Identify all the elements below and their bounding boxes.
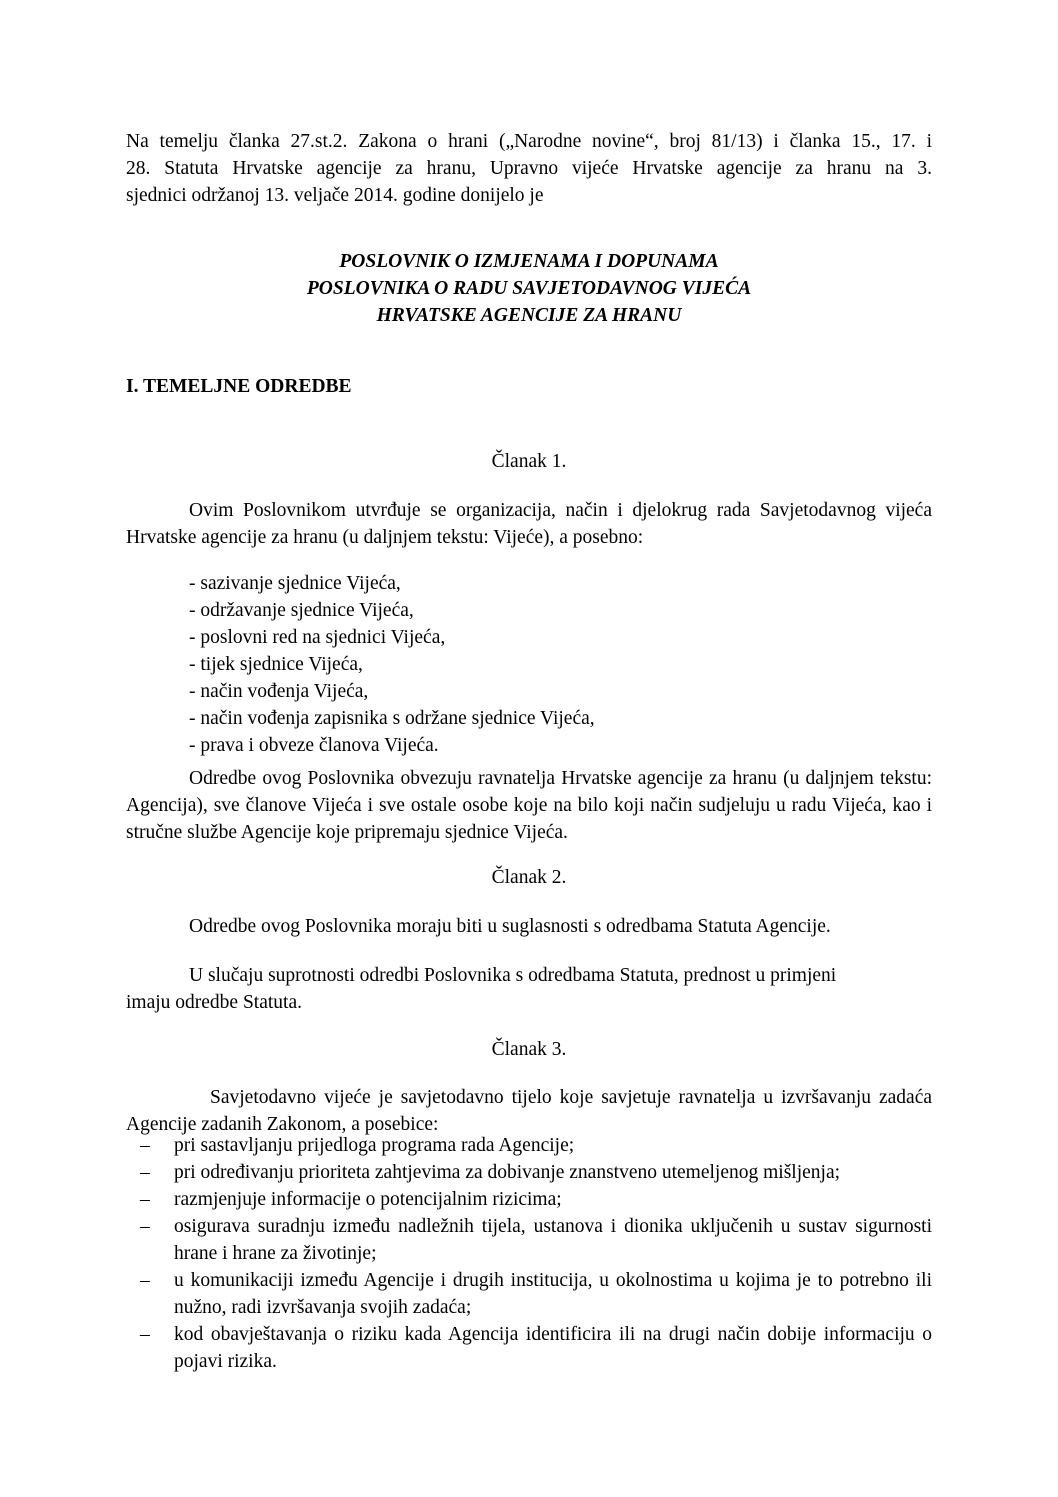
intro-line: sjednici održanoj 13. veljače 2014. godine donijelo je: [126, 185, 544, 206]
list-item: [140, 1132, 932, 1159]
dash-bullet: –: [140, 1189, 150, 1210]
dash-bullet: –: [140, 1324, 150, 1345]
article-heading: Članak 2.: [491, 867, 567, 888]
list-item: [140, 1186, 932, 1213]
title-line: POSLOVNIK O IZMJENAMA I DOPUNAMA: [339, 251, 719, 272]
article2-paragraph-2: [126, 962, 932, 1016]
list-item: - poslovni red na sjednici Vijeća,: [189, 627, 446, 648]
list-item-text: pri sastavljanju prijedloga programa rada Agencije;: [174, 1135, 575, 1156]
title-line: POSLOVNIKA O RADU SAVJETODAVNOG VIJEĆA: [306, 278, 752, 299]
article3-paragraph-1: Savjetodavno vijeće je savjetodavno tijelo koje savjetuje ravnatelja u izvršavanju zadaća Agencije zadanih Zakonom, a posebice:: [126, 1087, 932, 1135]
list-item-text: pri određivanju prioriteta zahtjevima za dobivanje znanstveno utemeljenog mišljenja;: [174, 1162, 841, 1183]
title-line: HRVATSKE AGENCIJE ZA HRANU: [376, 305, 682, 326]
dash-bullet: –: [140, 1162, 150, 1183]
list-item: [140, 1321, 932, 1375]
list-item: - sazivanje sjednice Vijeća,: [189, 573, 401, 594]
article-heading: Članak 3.: [491, 1039, 567, 1060]
list-item: - tijek sjednice Vijeća,: [189, 654, 363, 675]
list-item: [140, 1267, 932, 1321]
article1-paragraph-2: Odredbe ovog Poslovnika obvezuju ravnatelja Hrvatske agencije za hranu (u daljnjem tekstu: Agencija), sve članove Vijeća i sve ostale osobe koje na bilo koji način sudjeluju u radu Vijeća, kao i stručne službe Agencije koje pripremaju sjednice Vijeća.: [126, 768, 932, 843]
section-heading: I. TEMELJNE ODREDBE: [126, 376, 352, 397]
list-item-text: u komunikaciji između Agencije i drugih institucija, u okolnostima u kojima je to potrebno ili nužno, radi izvršavanja svojih zadaća;: [174, 1270, 932, 1318]
dash-bullet: –: [140, 1135, 150, 1156]
list-item: - održavanje sjednice Vijeća,: [189, 600, 414, 621]
list-item: [140, 1213, 932, 1267]
document-title: [126, 248, 932, 329]
list-item: - način vođenja zapisnika s održane sjednice Vijeća,: [189, 708, 595, 729]
article1-list: [189, 570, 595, 759]
list-item-text: osigurava suradnju između nadležnih tijela, ustanova i dionika uključenih u sustav sigurnosti hrane i hrane za životinje;: [174, 1216, 932, 1264]
intro-line: Na temelju članka 27.st.2. Zakona o hrani („Narodne novine“, broj 81/13) i članka 15., 17. i: [126, 131, 932, 152]
article2-paragraph-1: Odredbe ovog Poslovnika moraju biti u suglasnosti s odredbama Statuta Agencije.: [189, 916, 831, 937]
list-item: - način vođenja Vijeća,: [189, 681, 369, 702]
intro-paragraph: [126, 128, 932, 209]
dash-bullet: –: [140, 1216, 150, 1237]
list-item: - prava i obveze članova Vijeća.: [189, 735, 439, 756]
paragraph-line: imaju odredbe Statuta.: [126, 992, 302, 1013]
intro-line: 28. Statuta Hrvatske agencije za hranu, Upravno vijeće Hrvatske agencije za hranu na 3.: [126, 158, 932, 179]
article-heading: Članak 1.: [491, 451, 567, 472]
list-item-text: kod obavještavanja o riziku kada Agencija identificira ili na drugi način dobije informaciju o pojavi rizika.: [174, 1324, 932, 1372]
paragraph-line: U slučaju suprotnosti odredbi Poslovnika s odredbama Statuta, prednost u primjeni: [189, 965, 837, 986]
list-item: [140, 1159, 932, 1186]
article1-paragraph-1: Ovim Poslovnikom utvrđuje se organizacija, način i djelokrug rada Savjetodavnog vijeća Hrvatske agencije za hranu (u daljnjem tekstu: Vijeće), a posebno:: [126, 500, 932, 548]
dash-bullet: –: [140, 1270, 150, 1291]
article3-list: [140, 1132, 932, 1375]
list-item-text: razmjenjuje informacije o potencijalnim rizicima;: [174, 1189, 562, 1210]
